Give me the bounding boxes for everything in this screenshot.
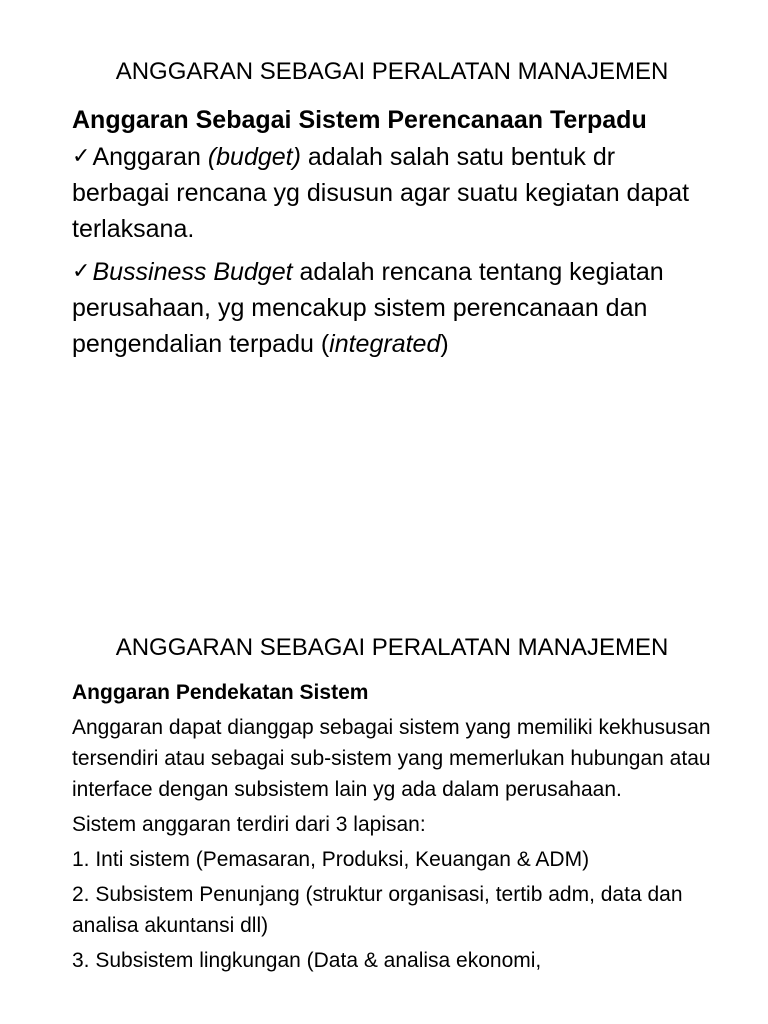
slide-1-heading: Anggaran Sebagai Sistem Perencanaan Terpadu (72, 106, 647, 134)
bullet-2-italic: Bussiness Budget (92, 258, 293, 286)
slide-1-bullet-2 (72, 253, 712, 362)
bullet-1-italic: (budget) (207, 143, 301, 171)
bullet-2-close-paren: ) (440, 330, 449, 358)
slide-2-list-item-2: 2. Subsistem Penunjang (struktur organisasi, tertib adm, data dan analisa akuntansi dll) (72, 883, 683, 937)
slide-2-paragraph-2: Sistem anggaran terdiri dari 3 lapisan: (72, 813, 426, 836)
bullet-2-text: adalah rencana tentang kegiatan perusahaan, yg mencakup sistem perencanaan dan pengendalian terpadu ( (72, 258, 664, 358)
slide-1 (72, 56, 712, 368)
bullet-1-text-end: adalah salah satu bentuk dr berbagai rencana yg disusun agar suatu kegiatan dapat terlaksana. (72, 143, 690, 243)
slide-2-list-item-1: 1. Inti sistem (Pemasaran, Produksi, Keuangan & ADM) (72, 848, 590, 871)
slide-1-bullet-1 (72, 138, 712, 247)
bullet-2-italic-term: integrated (329, 330, 441, 358)
checkmark-icon: ✓ (72, 258, 91, 283)
slide-1-title: ANGGARAN SEBAGAI PERALATAN MANAJEMEN (115, 58, 669, 85)
slide-2 (72, 632, 712, 980)
slide-2-paragraph-1: Anggaran dapat dianggap sebagai sistem yang memiliki kekhususan tersendiri atau sebagai sub-sistem yang memerlukan hubungan atau interface dengan subsistem lain yg ada dalam perusahaan. (72, 716, 711, 801)
slide-2-title: ANGGARAN SEBAGAI PERALATAN MANAJEMEN (115, 634, 669, 661)
slide-2-heading: Anggaran Pendekatan Sistem (72, 681, 369, 704)
checkmark-icon: ✓ (72, 143, 91, 168)
slide-2-list-item-3: 3. Subsistem lingkungan (Data & analisa ekonomi, (72, 949, 542, 972)
bullet-1-text-start: Anggaran (92, 143, 208, 171)
